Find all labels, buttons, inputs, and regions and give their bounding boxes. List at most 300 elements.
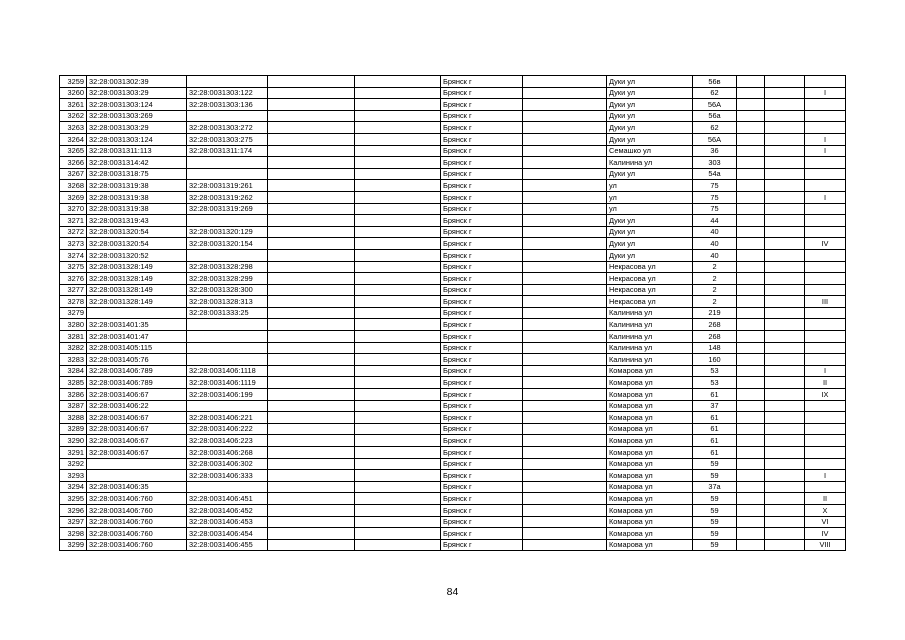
cell-house: 62: [693, 87, 737, 99]
cell-blank5: [765, 400, 805, 412]
cell-blank3: [523, 191, 607, 203]
cell-num: 3297: [60, 516, 87, 528]
cell-blank2: [355, 528, 441, 540]
cell-num: 3277: [60, 284, 87, 296]
cell-cad1: 32:28:0031401:47: [87, 331, 187, 343]
cell-blank5: [765, 215, 805, 227]
cell-num: 3287: [60, 400, 87, 412]
cell-blank4: [737, 180, 765, 192]
cell-blank3: [523, 307, 607, 319]
cell-street: Калинина ул: [607, 157, 693, 169]
cell-blank1: [268, 99, 355, 111]
table-row: [60, 261, 846, 273]
cell-cad2: 32:28:0031311:174: [187, 145, 268, 157]
cell-cad2: [187, 110, 268, 122]
cell-blank4: [737, 423, 765, 435]
table-row: [60, 296, 846, 308]
cell-cad1: 32:28:0031328:149: [87, 261, 187, 273]
cell-num: 3285: [60, 377, 87, 389]
cell-num: 3266: [60, 157, 87, 169]
cell-blank4: [737, 516, 765, 528]
cell-roman: [805, 226, 846, 238]
cell-blank4: [737, 504, 765, 516]
cell-street: Некрасова ул: [607, 296, 693, 308]
cell-roman: I: [805, 470, 846, 482]
cell-street: Комарова ул: [607, 528, 693, 540]
cell-blank4: [737, 377, 765, 389]
table-row: [60, 342, 846, 354]
cell-blank4: [737, 226, 765, 238]
cell-blank4: [737, 307, 765, 319]
cell-blank1: [268, 481, 355, 493]
table-row: [60, 76, 846, 88]
cell-blank5: [765, 342, 805, 354]
cell-cad1: 32:28:0031405:115: [87, 342, 187, 354]
cell-house: 61: [693, 389, 737, 401]
cell-blank1: [268, 273, 355, 285]
cell-cad1: 32:28:0031318:75: [87, 168, 187, 180]
cell-cad1: 32:28:0031328:149: [87, 296, 187, 308]
cell-street: Комарова ул: [607, 493, 693, 505]
cell-blank1: [268, 307, 355, 319]
cell-blank5: [765, 354, 805, 366]
cell-city: Брянск г: [441, 331, 523, 343]
cell-blank1: [268, 215, 355, 227]
cell-street: Дуки ул: [607, 168, 693, 180]
cell-cad1: 32:28:0031303:269: [87, 110, 187, 122]
cell-num: 3262: [60, 110, 87, 122]
cell-house: 59: [693, 516, 737, 528]
cell-blank5: [765, 180, 805, 192]
cell-roman: [805, 400, 846, 412]
cell-cad1: 32:28:0031319:38: [87, 203, 187, 215]
cell-blank5: [765, 110, 805, 122]
table-row: [60, 238, 846, 250]
cell-street: Дуки ул: [607, 110, 693, 122]
cell-blank1: [268, 87, 355, 99]
cell-roman: IX: [805, 389, 846, 401]
cell-house: 2: [693, 284, 737, 296]
cell-blank3: [523, 435, 607, 447]
cell-blank4: [737, 400, 765, 412]
cell-street: Дуки ул: [607, 215, 693, 227]
cell-roman: [805, 180, 846, 192]
cell-blank4: [737, 76, 765, 88]
cell-num: 3272: [60, 226, 87, 238]
cell-city: Брянск г: [441, 76, 523, 88]
cell-roman: VI: [805, 516, 846, 528]
cell-blank5: [765, 273, 805, 285]
cell-house: 75: [693, 180, 737, 192]
cell-cad1: 32:28:0031405:76: [87, 354, 187, 366]
cell-blank3: [523, 99, 607, 111]
cell-blank5: [765, 157, 805, 169]
cell-blank3: [523, 249, 607, 261]
cell-street: Калинина ул: [607, 319, 693, 331]
cell-city: Брянск г: [441, 365, 523, 377]
cell-blank1: [268, 284, 355, 296]
cell-cad1: 32:28:0031406:67: [87, 435, 187, 447]
cell-house: 303: [693, 157, 737, 169]
cell-blank4: [737, 284, 765, 296]
cell-cad2: 32:28:0031406:223: [187, 435, 268, 447]
cell-house: 75: [693, 191, 737, 203]
cell-blank3: [523, 238, 607, 250]
cell-street: Дуки ул: [607, 226, 693, 238]
cell-cad2: [187, 319, 268, 331]
cell-blank2: [355, 203, 441, 215]
cell-roman: [805, 331, 846, 343]
table-row: [60, 133, 846, 145]
cell-blank5: [765, 528, 805, 540]
cell-num: 3274: [60, 249, 87, 261]
cell-roman: [805, 157, 846, 169]
table-row: [60, 377, 846, 389]
table-row: [60, 504, 846, 516]
cell-cad2: [187, 331, 268, 343]
cell-house: 59: [693, 528, 737, 540]
cell-blank4: [737, 296, 765, 308]
cell-roman: [805, 284, 846, 296]
cell-house: 59: [693, 458, 737, 470]
cell-cad1: 32:28:0031314:42: [87, 157, 187, 169]
cell-blank3: [523, 493, 607, 505]
cell-blank1: [268, 203, 355, 215]
cell-cad1: 32:28:0031401:35: [87, 319, 187, 331]
cell-blank4: [737, 157, 765, 169]
cell-blank3: [523, 180, 607, 192]
cell-city: Брянск г: [441, 481, 523, 493]
cell-cad1: 32:28:0031320:54: [87, 226, 187, 238]
cell-blank3: [523, 365, 607, 377]
cell-blank4: [737, 110, 765, 122]
cell-cad1: 32:28:0031303:29: [87, 122, 187, 134]
table-row: [60, 447, 846, 459]
cell-num: 3291: [60, 447, 87, 459]
cell-blank5: [765, 238, 805, 250]
cell-blank2: [355, 296, 441, 308]
cell-street: Комарова ул: [607, 481, 693, 493]
cell-roman: [805, 249, 846, 261]
cell-street: Комарова ул: [607, 447, 693, 459]
cell-blank2: [355, 539, 441, 551]
cell-cad1: 32:28:0031406:789: [87, 377, 187, 389]
cell-blank4: [737, 389, 765, 401]
table-row: [60, 145, 846, 157]
cell-blank1: [268, 377, 355, 389]
cell-blank1: [268, 191, 355, 203]
cell-city: Брянск г: [441, 435, 523, 447]
cell-street: ул: [607, 191, 693, 203]
cell-cad1: 32:28:0031303:124: [87, 133, 187, 145]
cell-city: Брянск г: [441, 261, 523, 273]
cell-roman: [805, 319, 846, 331]
page-number: 84: [446, 586, 459, 598]
cell-cad2: [187, 400, 268, 412]
cell-blank5: [765, 307, 805, 319]
cell-cad2: 32:28:0031303:275: [187, 133, 268, 145]
cell-house: 53: [693, 377, 737, 389]
cell-roman: [805, 215, 846, 227]
cell-blank1: [268, 458, 355, 470]
cell-blank1: [268, 400, 355, 412]
cell-num: 3271: [60, 215, 87, 227]
cell-street: Семашко ул: [607, 145, 693, 157]
cell-house: 62: [693, 122, 737, 134]
cell-num: 3273: [60, 238, 87, 250]
table-row: [60, 122, 846, 134]
cell-blank1: [268, 354, 355, 366]
cell-cad1: 32:28:0031406:67: [87, 447, 187, 459]
table-row: [60, 99, 846, 111]
cell-blank1: [268, 110, 355, 122]
cell-street: Комарова ул: [607, 516, 693, 528]
cell-roman: I: [805, 145, 846, 157]
cell-roman: [805, 342, 846, 354]
cell-cad1: 32:28:0031406:35: [87, 481, 187, 493]
cell-blank2: [355, 435, 441, 447]
cell-street: Дуки ул: [607, 249, 693, 261]
table-row: [60, 516, 846, 528]
cell-house: 75: [693, 203, 737, 215]
cell-blank5: [765, 412, 805, 424]
cell-blank4: [737, 412, 765, 424]
cell-num: 3293: [60, 470, 87, 482]
cell-num: 3288: [60, 412, 87, 424]
cell-num: 3264: [60, 133, 87, 145]
cell-blank2: [355, 493, 441, 505]
cell-cad2: 32:28:0031319:261: [187, 180, 268, 192]
cell-blank1: [268, 238, 355, 250]
cell-cad1: 32:28:0031406:760: [87, 539, 187, 551]
cell-cad2: 32:28:0031319:269: [187, 203, 268, 215]
cell-cad1: 32:28:0031406:22: [87, 400, 187, 412]
cell-cad2: 32:28:0031406:1119: [187, 377, 268, 389]
cell-blank3: [523, 447, 607, 459]
cell-num: 3294: [60, 481, 87, 493]
cell-cad1: 32:28:0031406:789: [87, 365, 187, 377]
cell-roman: [805, 458, 846, 470]
cell-cad2: 32:28:0031328:299: [187, 273, 268, 285]
table-row: [60, 284, 846, 296]
cell-house: 59: [693, 493, 737, 505]
cell-blank2: [355, 191, 441, 203]
cell-blank3: [523, 423, 607, 435]
cell-house: 59: [693, 470, 737, 482]
cell-blank5: [765, 249, 805, 261]
cell-blank2: [355, 273, 441, 285]
cell-blank4: [737, 447, 765, 459]
cell-blank2: [355, 180, 441, 192]
cell-house: 53: [693, 365, 737, 377]
cell-city: Брянск г: [441, 423, 523, 435]
cell-roman: [805, 307, 846, 319]
cell-blank4: [737, 470, 765, 482]
cell-blank3: [523, 145, 607, 157]
cell-blank4: [737, 133, 765, 145]
cell-blank3: [523, 331, 607, 343]
cell-num: 3268: [60, 180, 87, 192]
cell-blank3: [523, 273, 607, 285]
cell-num: 3270: [60, 203, 87, 215]
cell-city: Брянск г: [441, 504, 523, 516]
cell-num: 3286: [60, 389, 87, 401]
cell-blank5: [765, 261, 805, 273]
cell-blank4: [737, 331, 765, 343]
cell-blank2: [355, 99, 441, 111]
cell-blank4: [737, 365, 765, 377]
cell-blank1: [268, 157, 355, 169]
cell-blank5: [765, 423, 805, 435]
cell-blank5: [765, 458, 805, 470]
cell-street: Комарова ул: [607, 435, 693, 447]
cell-house: 40: [693, 238, 737, 250]
cell-city: Брянск г: [441, 226, 523, 238]
table-row: [60, 331, 846, 343]
cell-roman: IV: [805, 528, 846, 540]
cell-num: 3276: [60, 273, 87, 285]
cell-cad1: 32:28:0031319:38: [87, 191, 187, 203]
cell-blank4: [737, 435, 765, 447]
cell-blank5: [765, 377, 805, 389]
cell-roman: [805, 412, 846, 424]
cell-blank2: [355, 76, 441, 88]
cell-blank3: [523, 296, 607, 308]
cell-cad1: 32:28:0031406:760: [87, 528, 187, 540]
table-row: [60, 365, 846, 377]
cell-num: 3296: [60, 504, 87, 516]
cell-house: 54а: [693, 168, 737, 180]
cell-roman: [805, 481, 846, 493]
cell-house: 56А: [693, 99, 737, 111]
cell-blank5: [765, 447, 805, 459]
cell-street: Комарова ул: [607, 458, 693, 470]
cell-num: 3263: [60, 122, 87, 134]
cell-street: Комарова ул: [607, 400, 693, 412]
cell-blank2: [355, 122, 441, 134]
cell-blank5: [765, 389, 805, 401]
cell-cad2: 32:28:0031319:262: [187, 191, 268, 203]
cell-blank1: [268, 423, 355, 435]
cell-roman: [805, 423, 846, 435]
cell-cad2: 32:28:0031333:25: [187, 307, 268, 319]
cell-street: Калинина ул: [607, 307, 693, 319]
cell-blank5: [765, 284, 805, 296]
cell-house: 56в: [693, 76, 737, 88]
cell-blank5: [765, 319, 805, 331]
cell-blank5: [765, 435, 805, 447]
cell-roman: I: [805, 87, 846, 99]
cell-roman: [805, 354, 846, 366]
cell-num: 3290: [60, 435, 87, 447]
cell-house: 2: [693, 261, 737, 273]
cell-blank2: [355, 342, 441, 354]
cell-house: 56А: [693, 133, 737, 145]
cell-city: Брянск г: [441, 215, 523, 227]
cell-num: 3289: [60, 423, 87, 435]
cell-blank2: [355, 365, 441, 377]
cell-cad2: [187, 215, 268, 227]
cell-blank5: [765, 203, 805, 215]
cell-blank5: [765, 493, 805, 505]
cell-cad1: 32:28:0031406:67: [87, 389, 187, 401]
table-row: [60, 458, 846, 470]
cell-cad1: 32:28:0031319:38: [87, 180, 187, 192]
cell-blank3: [523, 412, 607, 424]
cell-cad2: 32:28:0031406:333: [187, 470, 268, 482]
cell-blank3: [523, 377, 607, 389]
cell-city: Брянск г: [441, 342, 523, 354]
table-row: [60, 87, 846, 99]
cell-blank1: [268, 447, 355, 459]
cell-cad1: 32:28:0031319:43: [87, 215, 187, 227]
cell-cad2: 32:28:0031406:221: [187, 412, 268, 424]
cell-street: Дуки ул: [607, 87, 693, 99]
cell-cad1: [87, 307, 187, 319]
cell-num: 3269: [60, 191, 87, 203]
cell-cad1: 32:28:0031303:124: [87, 99, 187, 111]
cell-blank1: [268, 539, 355, 551]
cell-blank1: [268, 470, 355, 482]
cell-blank1: [268, 528, 355, 540]
cell-blank5: [765, 122, 805, 134]
cell-roman: I: [805, 365, 846, 377]
cell-city: Брянск г: [441, 296, 523, 308]
cell-street: Калинина ул: [607, 331, 693, 343]
cell-street: Комарова ул: [607, 389, 693, 401]
cell-cad2: [187, 342, 268, 354]
table-row: [60, 215, 846, 227]
cell-blank1: [268, 226, 355, 238]
cell-blank5: [765, 470, 805, 482]
cell-blank4: [737, 145, 765, 157]
cell-blank5: [765, 145, 805, 157]
table-row: [60, 400, 846, 412]
cell-blank1: [268, 296, 355, 308]
table-row: [60, 493, 846, 505]
cell-blank2: [355, 412, 441, 424]
cell-blank5: [765, 168, 805, 180]
cell-blank1: [268, 342, 355, 354]
cell-blank1: [268, 493, 355, 505]
cell-blank5: [765, 191, 805, 203]
cell-blank2: [355, 87, 441, 99]
cell-blank2: [355, 516, 441, 528]
cell-house: 59: [693, 504, 737, 516]
cell-blank4: [737, 87, 765, 99]
cell-blank3: [523, 389, 607, 401]
cell-city: Брянск г: [441, 249, 523, 261]
cell-blank2: [355, 133, 441, 145]
cell-cad2: 32:28:0031406:454: [187, 528, 268, 540]
cell-blank1: [268, 145, 355, 157]
cell-house: 56а: [693, 110, 737, 122]
cell-city: Брянск г: [441, 191, 523, 203]
cell-city: Брянск г: [441, 180, 523, 192]
cell-city: Брянск г: [441, 458, 523, 470]
cell-city: Брянск г: [441, 447, 523, 459]
cell-blank3: [523, 168, 607, 180]
cell-blank4: [737, 261, 765, 273]
cell-blank5: [765, 76, 805, 88]
cell-cad2: 32:28:0031303:122: [187, 87, 268, 99]
cell-roman: [805, 447, 846, 459]
table-row: [60, 470, 846, 482]
cell-house: 219: [693, 307, 737, 319]
cell-street: Некрасова ул: [607, 284, 693, 296]
table-row: [60, 110, 846, 122]
cell-blank3: [523, 400, 607, 412]
